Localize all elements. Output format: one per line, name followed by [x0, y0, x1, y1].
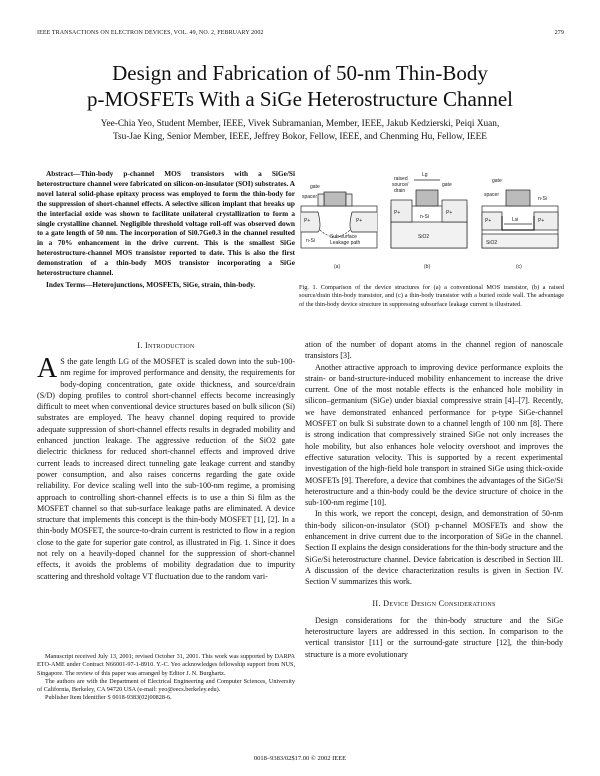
- title-line-1: Design and Fabrication of 50-nm Thin-Body: [112, 61, 488, 85]
- section-1-title: Introduction: [145, 341, 195, 350]
- right-paragraph-3: In this work, we report the concept, design, and demonstration of 50-nm thin-body silicon-on-insulator (SOI) p-channel MOSFETs and show the enhancement in drive current due to the incorporation of SiGe in the channel. Section II explains the design considerations for the thin-body structure and the SiGe/Si heterostructure channel. Device fabrication is described in Section III. A discussion of the device characterization results is given in Section IV. Section V summarizes this work.: [305, 509, 563, 587]
- panel-label-c: (c): [516, 264, 522, 270]
- label-drain: drain: [394, 188, 406, 194]
- label-raised: raised: [394, 176, 408, 182]
- left-column: [37, 353, 295, 582]
- label-nsi-b: n-Si: [420, 214, 429, 220]
- panel-a-gate: [324, 192, 346, 206]
- panel-label-a: (a): [334, 264, 341, 270]
- label-nsi-a: n-Si: [306, 238, 315, 244]
- label-nsi-c: n-Si: [538, 196, 547, 202]
- right-paragraph-1: ation of the number of dopant atoms in the channel region of nanoscale transistors [3].: [305, 340, 563, 361]
- right-paragraph-2: Another attractive approach to improving device performance exploits the strain- or band-structure-induced mobility enhancement to increase the drive current. One of the most notable effects is the enhanced hole mobility in silicon–germanium (SiGe) under biaxial compressive strain [4]–[7]. Recently, we have demonstrated enhanced performance for p-type SiGe-channel MOSFET on bulk Si substrate down to a channel length of 100 nm [8]. There is strong indication that compressively strained SiGe not only increases the hole mobility, but also enhances hole velocity overshoot and improves the effective saturation velocity. This is supported by a recent experimental investigation of the high-field hole transport in strained SiGe using thick-oxide MOSFETs [9]. Therefore, a device that combines the advantages of the SiGe/Si heterostructure and a thin-body could be the device structure of choice in the sub-100-nm regime [10].: [305, 362, 563, 508]
- label-sio2-b: SiO2: [418, 234, 430, 240]
- section-2-title: Device Design Considerations: [383, 598, 496, 608]
- paper-title: [0, 60, 600, 112]
- panel-label-b: (b): [424, 264, 431, 270]
- footnote-authors: The authors are with the Department of Electrical Engineering and Computer Sciences, University of California, Berkeley, CA 94720 USA (e-mail: yeo@eecs.berkeley.edu).: [37, 677, 295, 694]
- figure-caption: Fig. 1. Comparison of the device structures for (a) a conventional MOS transistor, (b) a raised source/drain thin-body transistor, and (c) a thin-body transistor with a buried oxide wall. The advantage of the thin-body device structure in suppressing subsurface leakage current is illustrated.: [299, 284, 564, 308]
- label-sio2-c: SiO2: [486, 240, 498, 246]
- label-pplus-a2: P+: [356, 218, 363, 224]
- abstract: [37, 169, 295, 292]
- author-list: [40, 118, 560, 143]
- right-paragraph-4: Design considerations for the thin-body structure and the SiGe heterostructure layers are addressed in this section. In comparison to the vertical transistor [11] or the surround-gate structure [12], the thin-body structure is a more evolutionary: [305, 615, 563, 659]
- author-line-2: Tsu-Jae King, Senior Member, IEEE, Jeffrey Bokor, Fellow, IEEE, and Chenming Hu, Fellow, IEEE: [113, 131, 487, 142]
- journal-header: IEEE TRANSACTIONS ON ELECTRON DEVICES, VOL. 49, NO. 2, FEBRUARY 2002: [37, 30, 264, 36]
- device-structure-figure: [296, 168, 566, 280]
- panel-b-gate: [416, 190, 438, 206]
- section-1-number: I.: [137, 341, 143, 350]
- label-subsurface: Sub-surface: [330, 234, 357, 240]
- author-line-1: Yee-Chia Yeo, Student Member, IEEE, Vivek Subramanian, Member, IEEE, Jakub Kedzierski, Peiqi Xuan,: [100, 119, 500, 129]
- drop-cap: A: [37, 353, 58, 384]
- label-pplus-a: P+: [304, 218, 311, 224]
- label-lsi: Lsi: [512, 217, 519, 223]
- label-pplus-c: P+: [485, 218, 492, 224]
- abstract-text: Abstract—Thin-body p-channel MOS transistors with a SiGe/Si heterostructure channel were fabricated on silicon-on-insulator (SOI) substrates. A novel lateral solid-phase epitaxy process was employed to form the thin-body for the suppression of short-channel effects. A selective silicon implant that breaks up the interfacial oxide was shown to facilitate unilateral crystallization to form a single crystalline channel. Negligible threshold voltage roll-off was observed down to a gate length of 50 nm. The incorporation of Si0.7Ge0.3 in the channel resulted in a 70% enhancement in the drive current. This is the smallest SiGe heterostructure-channel MOS transistor reported to date. This is also the first demonstration of a thin-body MOS transistor incorporating a SiGe heterostructure channel.: [37, 169, 295, 278]
- label-source: source/: [392, 182, 409, 188]
- intro-text: S the gate length LG of the MOSFET is scaled down into the sub-100-nm regime for improved performance and density, the requirements for body-doping concentration, gate oxide thickness, and source/drain (S/D) doping profiles to control short-channel effects become increasingly difficult to meet when conventional device structures based on bulk silicon (Si) substrates are employed. The heavy channel doping required to provide adequate suppression of short-channel effects results in degraded mobility and enhanced junction leakage. The aggressive reduction of the SiO2 gate dielectric thickness for reduced short-channel effects and improved drive current leads to increased direct tunneling gate leakage current and standby power consumption, and also raises concerns regarding the gate oxide reliability. For device scaling well into the sub-100-nm regime, a promising approach to controlling short-channel effects is to use a thin Si film as the MOSFET channel so that sub-surface leakage paths are eliminated. A device structure that implements this concept is the thin-body MOSFET [1], [2]. In a thin-body MOSFET, the source-to-drain current is restricted to flow in a region close to the gate for superior gate control, as illustrated in Fig. 1. Since it does not rely on a heavily-doped channel for the suppression of short-channel effects, it avoids the problems of mobility degradation due to impurity scattering and threshold voltage VT fluctuation due to the random vari-: [37, 357, 295, 581]
- label-gate-a: gate: [310, 184, 320, 190]
- index-terms: Index Terms—Heterojunctions, MOSFETs, SiGe, strain, thin-body.: [46, 279, 256, 289]
- footnote-publisher: Publisher Item Identifier S 0018-9383(02)00828-6.: [45, 694, 172, 702]
- panel-a-spacer-left: [318, 194, 324, 206]
- label-gate-c: gate: [492, 178, 502, 184]
- label-pplus-b: P+: [394, 210, 401, 216]
- intro-paragraph: [37, 353, 295, 582]
- label-spacer-c: spacer: [484, 192, 500, 198]
- copyright-line: 0018–9383/02$17.00 © 2002 IEEE: [253, 755, 347, 762]
- right-column: [305, 339, 563, 660]
- title-line-2: p-MOSFETs With a SiGe Heterostructure Channel: [87, 87, 513, 111]
- label-lg: Lg: [422, 172, 428, 178]
- label-pplus-c2: P+: [538, 218, 545, 224]
- page-number: 279: [554, 30, 564, 36]
- section-2-number: II.: [372, 598, 381, 608]
- footnote-manuscript: Manuscript received July 13, 2001; revised October 31, 2001. This work was supported by DARPA ETO-AME under Contract N66001-97-1-8910. Y.-C. Yeo acknowledges fellowship support from NUS, Singapore. The review of this paper was arranged by Editor J. N. Burghartz.: [37, 653, 295, 677]
- section-2-heading: [305, 598, 563, 609]
- panel-a-spacer-right: [346, 194, 352, 206]
- panel-c-gate: [506, 190, 530, 206]
- label-pplus-b2: P+: [446, 210, 453, 216]
- label-gate-b: gate: [442, 182, 452, 188]
- panel-a-drain: [350, 212, 377, 232]
- footnote: [37, 653, 295, 703]
- section-1-heading: [37, 341, 295, 350]
- label-leakage: Leakage path: [330, 240, 361, 246]
- label-spacer-a: spacer: [302, 194, 318, 200]
